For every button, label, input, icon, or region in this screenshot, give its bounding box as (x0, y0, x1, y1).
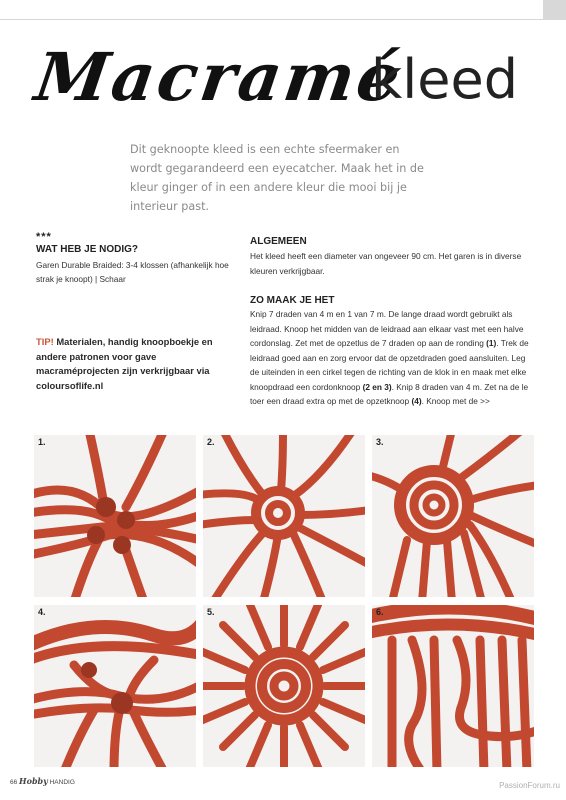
steps-text-part: . Trek de leidraad goed aan en zorg ervoor dat de opzetdraden goed aansluiten. Leg de uiteinden in een cirkel tegen de richting van de klok in en maak met elke knoopdraad een cordonknoop (250, 338, 529, 392)
page-title (30, 30, 536, 125)
step-ref: (4) (411, 396, 422, 406)
rope-illustration-2 (203, 435, 365, 597)
rope-illustration-1 (34, 435, 196, 597)
top-rule (0, 0, 543, 20)
step-photo-2 (203, 435, 365, 597)
general-heading: ALGEMEEN (250, 236, 307, 247)
rope-illustration-4 (34, 605, 196, 767)
steps-heading: ZO MAAK JE HET (250, 295, 335, 306)
photo-number: 6. (376, 607, 384, 617)
photo-number: 4. (38, 607, 46, 617)
step-ref: (1) (486, 338, 497, 348)
step-photo-6 (372, 605, 534, 767)
rope-illustration-5 (203, 605, 365, 767)
steps-text-part: Knip 7 draden van 4 m en 1 van 7 m. De lange draad wordt gebruikt als leidraad. Knoop het midden van de leidraad aan elkaar vast met een halve cordonslag. Zet met de opzetlus de 7 draden op aan de ronding (250, 309, 524, 348)
step-photo-4 (34, 605, 196, 767)
steps-text-part: . Knoop met de >> (421, 396, 490, 406)
step-photo-3 (372, 435, 534, 597)
tip-box (36, 335, 236, 393)
step-photo-1 (34, 435, 196, 597)
magazine-logo: Hobby (19, 776, 48, 786)
intro-text: Dit geknoopte kleed is een echte sfeermaker en wordt gegarandeerd een eyecatcher. Maak het in de kleur ginger of in een andere kleur die mooi bij je interieur past. (130, 143, 424, 213)
page-number: 66 (10, 779, 18, 786)
materials-text: Garen Durable Braided: 3-4 klossen (afhankelijk hoe strak je knoopt) | Schaar (36, 260, 229, 284)
photo-number: 3. (376, 437, 384, 447)
rope-illustration-6 (372, 605, 534, 767)
page-footer (10, 776, 75, 786)
photo-number: 1. (38, 437, 46, 447)
steps-text (250, 307, 530, 409)
tip-text: Materialen, handig knoopboekje en andere patronen voor gave macraméprojecten zijn verkrijgbaar via coloursoflife.nl (36, 336, 213, 391)
step-photo-5 (203, 605, 365, 767)
top-tab (543, 0, 566, 20)
watermark: PassionForum.ru (499, 781, 560, 790)
rope-illustration-3 (372, 435, 534, 597)
general-text: Het kleed heeft een diameter van ongeveer 90 cm. Het garen is in diverse kleuren verkrijgbaar. (250, 251, 522, 276)
tip-label: TIP! (36, 336, 54, 347)
photo-number: 5. (207, 607, 215, 617)
materials-heading: WAT HEB JE NODIG? (36, 244, 139, 255)
section-name: HANDIG (49, 779, 75, 786)
step-ref: (2 en 3) (362, 381, 392, 392)
steps-text-part: . Knip 8 draden van 4 m. Zet na de le toer een draad extra op met de opzetknoop (250, 381, 529, 406)
difficulty-stars: *** (36, 231, 52, 243)
title-sans: kleed (371, 48, 518, 111)
photo-number: 2. (207, 437, 215, 447)
title-script: Macramé (30, 38, 408, 116)
